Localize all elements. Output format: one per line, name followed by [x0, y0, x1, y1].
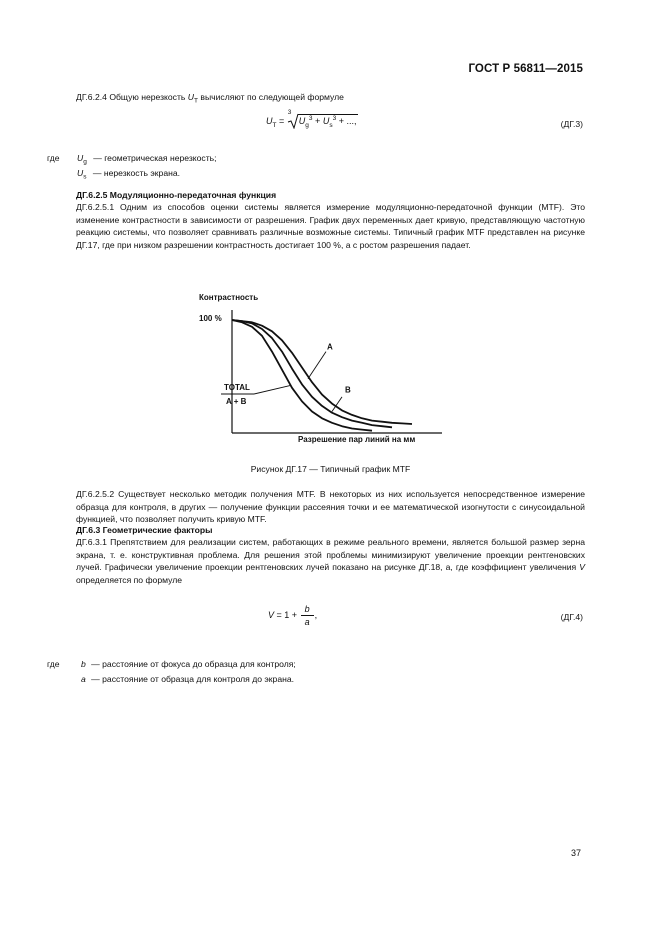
paragraph-6-3-1: ДГ.6.3.1 Препятствием для реализации систем, работающих в режиме реального времени, является большой размер зерна экрана, т. е. конструктивная проблема. Для решения этой проблемы минимизируют увеличение проекции рентгеновских лучей. Графически увеличение проекции рентгеновских лучей показано на рисунке ДГ.18, а, где коэффициент увеличения V определяется по формуле — [76, 537, 585, 585]
where-label-2: где — [47, 659, 60, 669]
cube-root: 3 $U_g^3 + U_s^3$ + ..., — [287, 109, 357, 129]
x-axis-label: Разрешение пар линий на мм — [298, 435, 416, 444]
formula-dg4: V = 1 + $\frac{b}{a}$ , — [268, 604, 318, 627]
curve-label-total: TOTAL — [224, 383, 250, 392]
paragraph-6-2-5-2: ДГ.6.2.5.2 Существует несколько методик получения МТF. В некоторых из них используется непосредственное измерение образца для контроля, в других — получение функции рассеяния точки и ее математической изогнутости с синусоидальной функцией, что позволяет получить кривую МТF. — [76, 489, 585, 525]
definition-a: a — расстояние от образца для контроля до экрана. — [81, 674, 295, 684]
definition-b: b — расстояние от фокуса до образца для контроля; — [81, 659, 296, 669]
y-tick-label-100: 100 % — [199, 314, 222, 323]
leader-a — [308, 352, 326, 379]
where-label-1: где — [47, 153, 60, 163]
figure-caption: Рисунок ДГ.17 — Типичный график МТF — [250, 464, 411, 474]
formula-dg3: $U_T$ = 3 $U_g^3 + U_s^3$ + ..., — [266, 109, 357, 129]
fraction: $\frac{b}{a}$ — [301, 604, 314, 627]
curve-label-a-plus-b: A + B — [226, 397, 247, 406]
definition-us: $U_s$ — нерезкость экрана. — [77, 168, 181, 181]
curve-a — [232, 320, 412, 424]
curve-label-a: A — [327, 342, 333, 352]
leader-total — [254, 386, 290, 394]
section-title-6-2-5: ДГ.6.2.5 Модуляционно-передаточная функция — [76, 190, 277, 200]
eq-number-dg4: (ДГ.4) — [560, 612, 583, 622]
y-axis-label: Контрастность — [199, 293, 259, 302]
page-number: 37 — [570, 848, 581, 858]
definition-ug: $U_g$ — геометрическая нерезкость; — [77, 153, 217, 166]
mtf-chart — [196, 288, 446, 450]
standard-header: ГОСТ Р 56811—2015 — [468, 63, 583, 75]
radical-sign — [287, 113, 299, 129]
curve-label-b: B — [345, 385, 351, 395]
paragraph-6-2-5-1: ДГ.6.2.5.1 Одним из способов оценки системы является измерение модуляционно-передаточной функции (МТF). Это изменение контрастности в зависимости от разрешения. График двух переменных дает кривую, представляющую частотную реакцию системы, что позволяет сравнивать различные возможные системы. Типичный график МТF представлен на рисунке ДГ.17, где при низком разрешении контрастность достигает 100 %, а с ростом разрешения падает. — [76, 202, 585, 250]
intro-6-2-4: ДГ.6.2.4 Общую нерезкость $U_T$ вычисляют по следующей формуле — [76, 92, 344, 105]
section-title-6-3: ДГ.6.3 Геометрические факторы — [76, 525, 213, 535]
eq-number-dg3: (ДГ.3) — [560, 119, 583, 129]
